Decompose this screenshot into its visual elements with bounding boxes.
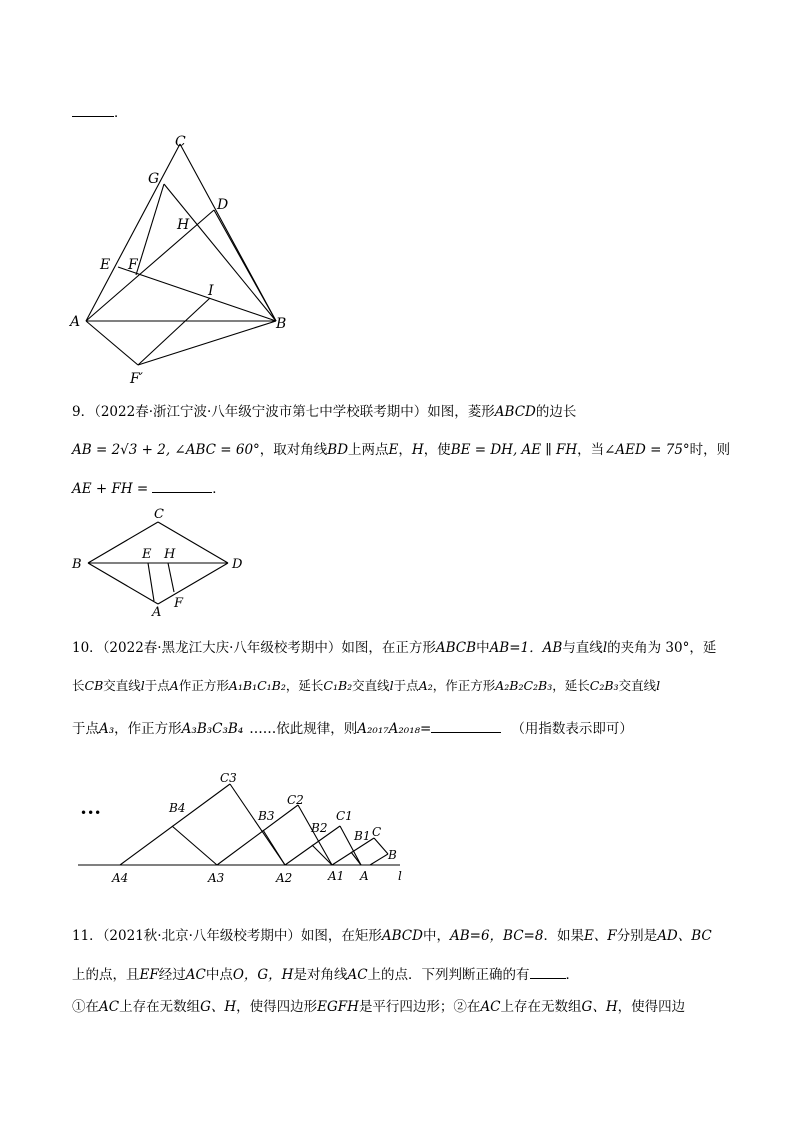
label-B2: B2 (311, 821, 328, 835)
q9-source: （2022春·浙江宁波·八年级宁波市第七中学校联考期中） (94, 404, 428, 420)
answer-blank (431, 718, 501, 733)
label-C3: C3 (220, 771, 237, 785)
q9-figure (66, 504, 256, 616)
seg-GF (136, 184, 164, 275)
label-C: C (154, 507, 164, 522)
label-G: G (148, 171, 160, 187)
seg-DB (214, 210, 276, 321)
q10-source: （2022春·黑龙江大庆·八年级校考期中） (102, 640, 342, 656)
q9-line1: 9．（2022春·浙江宁波·八年级宁波市第七中学校联考期中）如图，菱形ABCD的边长 (72, 404, 577, 420)
label-B: B (276, 316, 287, 332)
seg-F'B (138, 321, 276, 365)
label-F: F (128, 257, 138, 273)
q11-line3: ①在AC上存在无数组G、H，使得四边形EGFH是平行四边形；②在AC上存在无数组G、H，使得四边 (72, 999, 686, 1015)
q11-source: （2021秋·北京·八年级校考期中） (102, 928, 301, 944)
seg-AF' (86, 321, 138, 365)
label-D: D (217, 197, 229, 213)
answer-blank (530, 964, 566, 979)
q10-line2: 长CB交直线l于点A作正方形A₁B₁C₁B₂，延长C₁B₂交直线l于点A₂，作正方形A₂B₂C₂B₃，延长C₂B₃交直线l (72, 678, 661, 693)
label-C1: C1 (336, 809, 353, 823)
q10-line3: 于点A₃，作正方形A₃B₃C₃B₄ ……依此规律，则A₂₀₁₇A₂₀₁₈= （用指数表示即可） (72, 718, 633, 739)
q10-line1: 10．（2022春·黑龙江大庆·八年级校考期中）如图，在正方形ABCB中AB=1．AB与直线l的夹角为 30°，延 (72, 640, 717, 656)
answer-blank (152, 478, 212, 493)
label-C: C (175, 134, 186, 150)
seg-EB (118, 267, 276, 321)
seg-F'I (138, 298, 210, 365)
label-C2: C2 (287, 793, 304, 807)
label-B: B (388, 848, 397, 862)
label-H: H (164, 547, 176, 562)
answer-blank (72, 102, 114, 117)
label-A: A (70, 314, 81, 330)
label-A3: A3 (208, 871, 225, 885)
q9-line2: AB = 2√3 + 2, ∠ABC = 60°，取对角线BD上两点E，H，使BE = DH, AE ∥ FH，当∠AED = 75°时，则 (72, 442, 731, 458)
label-B3: B3 (258, 809, 275, 823)
label-D: D (232, 557, 243, 572)
label-A1: A1 (328, 869, 345, 883)
label-C: C (372, 825, 382, 839)
label-A2: A2 (276, 871, 293, 885)
q8-answer-line: ． (72, 102, 128, 123)
q11-line1: 11．（2021秋·北京·八年级校考期中）如图，在矩形ABCD中，AB=6，BC=8．如果E、F分别是AD、BC (72, 928, 712, 944)
q8-figure (60, 128, 320, 390)
label-A: A (360, 869, 369, 883)
label-B4: B4 (169, 801, 186, 815)
q11-line2: 上的点，且EF经过AC中点O，G，H是对角线AC上的点．下列判断正确的有 ． (72, 964, 579, 985)
label-B1: B1 (354, 829, 371, 843)
ellipsis-dots: ••• (80, 806, 102, 820)
q10-figure (70, 762, 420, 890)
label-F-prime: F′ (130, 371, 143, 387)
q9-line3: AE + FH = ． (72, 478, 226, 499)
label-E: E (100, 257, 111, 273)
label-F: F (174, 596, 184, 611)
seg-AC (86, 144, 180, 321)
label-A4: A4 (112, 871, 129, 885)
label-A: A (152, 605, 162, 616)
label-E: E (142, 547, 152, 562)
label-H: H (177, 217, 190, 233)
label-B: B (72, 557, 82, 572)
label-I: I (208, 283, 214, 299)
label-l: l (398, 869, 402, 883)
